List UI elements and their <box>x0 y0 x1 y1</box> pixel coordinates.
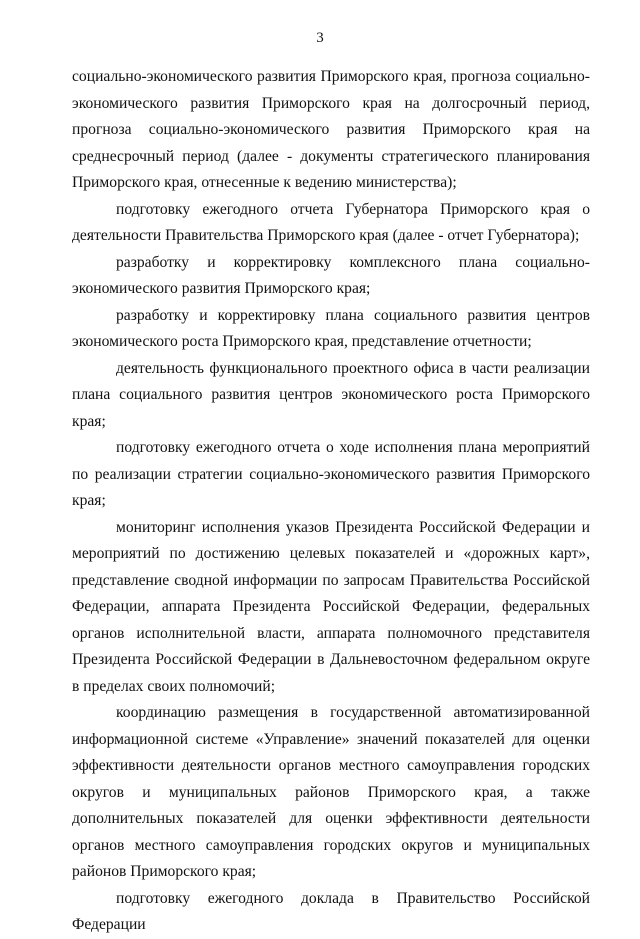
paragraph-6: подготовку ежегодного отчета о ходе исполнения плана мероприятий по реализации стратегии социально-экономического развития Приморского края; <box>72 439 590 509</box>
paragraph-2: подготовку ежегодного отчета Губернатора Приморского края о деятельности Правительства Приморского края (далее - отчет Губернатора); <box>72 200 590 244</box>
paragraph-5: деятельность функционального проектного офиса в части реализации плана социального развития центров экономического роста Приморского края; <box>72 359 590 430</box>
paragraph-9: подготовку ежегодного доклада в Правительство Российской Федерации <box>72 889 590 933</box>
paragraph-8: координацию размещения в государственной автоматизированной информационной системе «Управление» значений показателей для оценки эффективности деятельности органов местного самоуправления городских округов и муниципальных районов Приморского края, а также дополнительных показателей для оценки эффективности деятельности органов местного самоуправления городских округов и муниципальных районов Приморского края; <box>72 704 590 880</box>
paragraph-4: разработку и корректировку плана социального развития центров экономического роста Приморского края, представление отчетности; <box>72 306 590 350</box>
document-body <box>72 64 590 939</box>
paragraph-7: мониторинг исполнения указов Президента Российской Федерации и мероприятий по достижению целевых показателей и «дорожных карт», представление сводной информации по запросам Правительства Российской Федерации, аппарата Президента Российской Федерации, федеральных органов исполнительной власти, аппарата полномочного представителя Президента Российской Федерации в Дальневосточном федеральном округе в пределах своих полномочий; <box>72 518 590 695</box>
paragraph-1: социально-экономического развития Приморского края, прогноза социально-экономического развития Приморского края на долгосрочный период, прогноза социально-экономического развития Приморского края на среднесрочный период (далее - документы стратегического планирования Приморского края, отнесенные к ведению министерства); <box>72 68 590 191</box>
paragraph-3: разработку и корректировку комплексного плана социально-экономического развития Приморского края; <box>72 253 590 297</box>
page-number: 3 <box>316 30 324 46</box>
